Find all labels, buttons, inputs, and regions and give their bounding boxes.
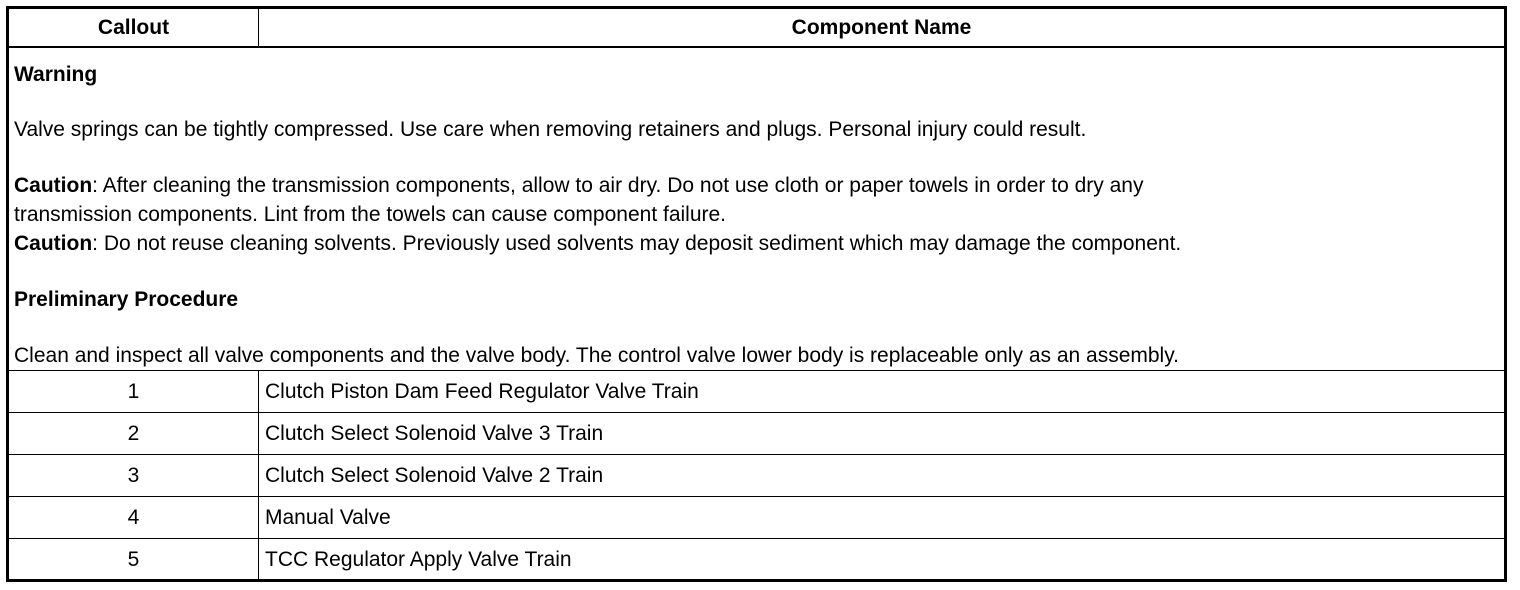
component-name-header: Component Name [791, 15, 972, 39]
table-header-row [9, 9, 1504, 48]
component-name-cell: Clutch Select Solenoid Valve 3 Train [265, 421, 604, 445]
table-row [9, 455, 1504, 497]
caution-1-label: Caution [14, 174, 93, 197]
callout-cell: 2 [9, 413, 259, 454]
callout-cell: 5 [9, 539, 259, 581]
component-table [6, 6, 1507, 582]
table-row [9, 413, 1504, 455]
table-row [9, 539, 1504, 581]
procedure-title: Preliminary Procedure [14, 288, 239, 311]
warning-title: Warning [14, 63, 98, 86]
callout-cell: 4 [9, 497, 259, 538]
component-name-cell: Clutch Select Solenoid Valve 2 Train [265, 463, 604, 487]
callout-cell: 1 [9, 371, 259, 412]
caution-2-text: : Do not reuse cleaning solvents. Previously used solvents may deposit sediment which may damage the component. [92, 232, 1182, 255]
warning-text: Valve springs can be tightly compressed. Use care when removing retainers and plugs. Personal injury could result. [14, 118, 1087, 141]
table-row [9, 371, 1504, 413]
callout-header: Callout [9, 9, 259, 46]
component-name-cell: Clutch Piston Dam Feed Regulator Valve Train [265, 379, 699, 403]
table-row [9, 497, 1504, 539]
caution-2-line [14, 229, 1181, 258]
procedure-text: Clean and inspect all valve components and the valve body. The control valve lower body is replaceable only as an assembly. [14, 344, 1179, 367]
caution-1-text: : After cleaning the transmission components, allow to air dry. Do not use cloth or paper towels in order to dry any [92, 174, 1144, 197]
caution-2-label: Caution [14, 232, 93, 255]
component-name-cell: Manual Valve [265, 505, 391, 529]
caution-1-line-2: transmission components. Lint from the towels can cause component failure. [14, 203, 727, 226]
notes-section [9, 48, 1504, 371]
callout-cell: 3 [9, 455, 259, 496]
caution-1-line-1 [14, 171, 1143, 200]
component-name-cell: TCC Regulator Apply Valve Train [265, 548, 572, 571]
